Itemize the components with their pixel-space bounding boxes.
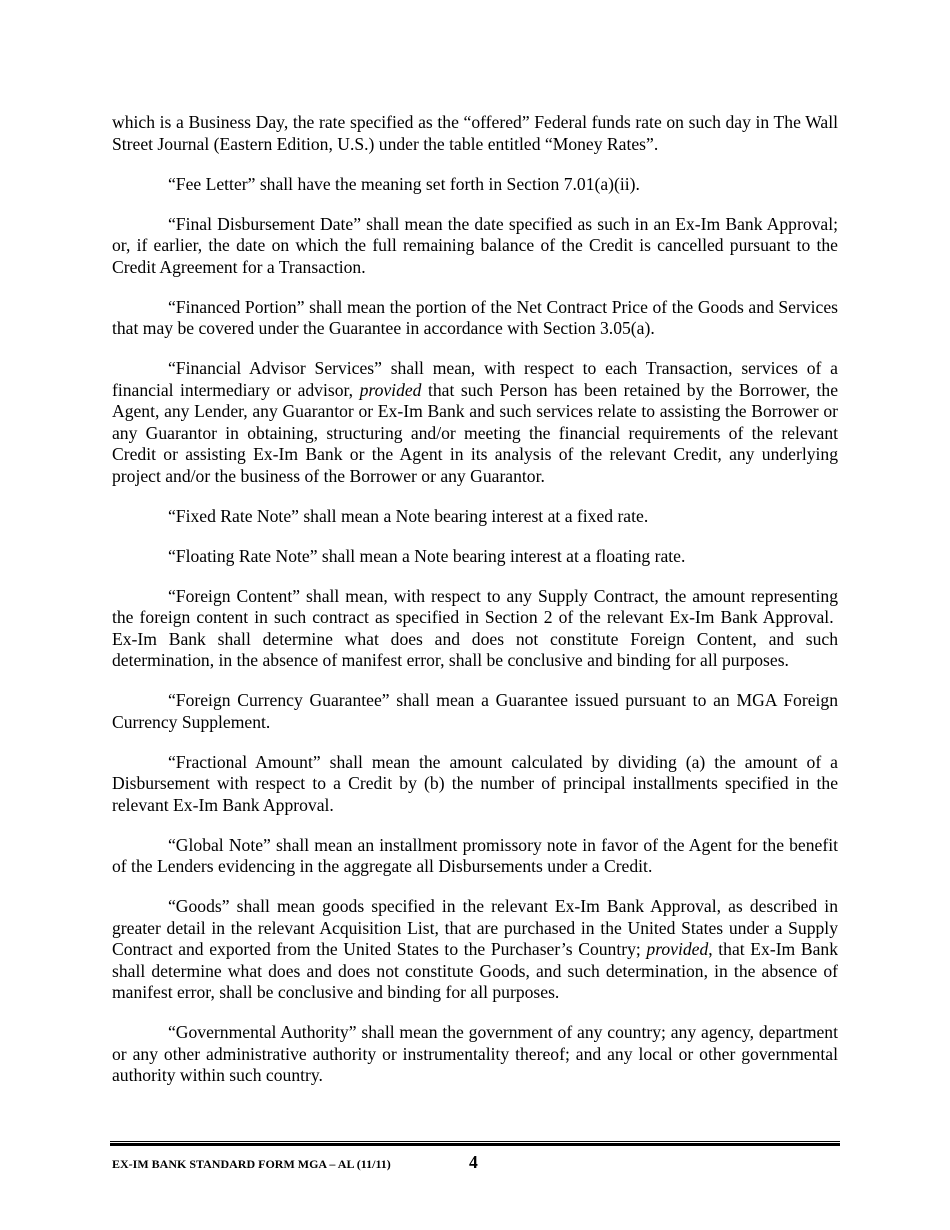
definition-goods [112, 896, 838, 1004]
paragraph-text: “Foreign Content” shall mean, with respect to any Supply Contract, the amount representing the foreign content in such contract as specified in Section 2 of the relevant Ex-Im Bank Approval. Ex-Im Bank shall determine what does and does not constitute Foreign Content, and such determination, in the absence of manifest error, shall be conclusive and binding for all purposes. [112, 585, 838, 670]
definition-fee-letter [112, 174, 838, 196]
paragraph-text: that such Person has been retained by the Borrower, the Agent, any Lender, any Guarantor or Ex-Im Bank and such services relate to assisting the Borrower or any Guarantor in obtaining, structuring and/or meeting the financial requirements of the relevant Credit or assisting Ex-Im Bank or the Agent in its analysis of the relevant Credit, any underlying project and/or the business of the Borrower or any Guarantor. [112, 379, 838, 486]
definition-financed-portion [112, 297, 838, 340]
footer-form-label: EX-IM BANK STANDARD FORM MGA – AL (11/11) [112, 1157, 391, 1171]
definition-foreign-currency-guarantee [112, 690, 838, 733]
paragraph-text: “Goods” shall mean goods specified in the relevant Ex-Im Bank Approval, as described in greater detail in the relevant Acquisition List, that are purchased in the United States under a Supply Contract and exported from the United States to the Purchaser’s Country; [112, 896, 838, 959]
page-number: 4 [469, 1152, 478, 1172]
definition-federal-funds-continuation [112, 112, 838, 155]
paragraph-text: “Fractional Amount” shall mean the amount calculated by dividing (a) the amount of a Disbursement with respect to a Credit by (b) the number of principal installments specified in the relevant Ex-Im Bank Approval. [112, 751, 838, 815]
paragraph-text: “Governmental Authority” shall mean the government of any country; any agency, department or any other administrative authority or instrumentality thereof; and any local or other governmental authority within such country. [112, 1022, 838, 1085]
definition-floating-rate-note [112, 546, 838, 568]
definition-governmental-authority [112, 1022, 838, 1087]
paragraph-text: “Fee Letter” shall have the meaning set forth in Section 7.01(a)(ii). [168, 173, 640, 194]
italic-term: provided [646, 939, 709, 959]
paragraph-text: “Fixed Rate Note” shall mean a Note bearing interest at a fixed rate. [168, 505, 649, 526]
paragraph-text: “Final Disbursement Date” shall mean the date specified as such in an Ex-Im Bank Approval; or, if earlier, the date on which the full remaining balance of the Credit is cancelled pursuant to the Credit Agreement for a Transaction. [112, 213, 838, 277]
document-body [112, 112, 838, 1105]
paragraph-text: , that Ex-Im Bank shall determine what does and does not constitute Goods, and such determination, in the absence of manifest error, shall be conclusive and binding for all purposes. [112, 939, 838, 1002]
paragraph-text: “Floating Rate Note” shall mean a Note bearing interest at a floating rate. [168, 545, 686, 566]
definition-final-disbursement-date [112, 214, 838, 279]
definition-financial-advisor-services [112, 358, 838, 487]
paragraph-text: “Financial Advisor Services” shall mean, with respect to each Transaction, services of a financial intermediary or advisor, [112, 358, 838, 400]
definition-fractional-amount [112, 752, 838, 817]
paragraph-text: “Financed Portion” shall mean the portion of the Net Contract Price of the Goods and Services that may be covered under the Guarantee in accordance with Section 3.05(a). [112, 296, 838, 338]
definition-global-note [112, 835, 838, 878]
paragraph-text: “Global Note” shall mean an installment promissory note in favor of the Agent for the benefit of the Lenders evidencing in the aggregate all Disbursements under a Credit. [112, 834, 838, 876]
definition-foreign-content [112, 586, 838, 672]
italic-term: provided [359, 379, 422, 400]
paragraph-text: which is a Business Day, the rate specified as the “offered” Federal funds rate on such day in The Wall Street Journal (Eastern Edition, U.S.) under the table entitled “Money Rates”. [112, 112, 838, 154]
paragraph-text: “Foreign Currency Guarantee” shall mean a Guarantee issued pursuant to an MGA Foreign Currency Supplement. [112, 690, 838, 732]
footer-rule [110, 1141, 840, 1146]
definition-fixed-rate-note [112, 506, 838, 528]
